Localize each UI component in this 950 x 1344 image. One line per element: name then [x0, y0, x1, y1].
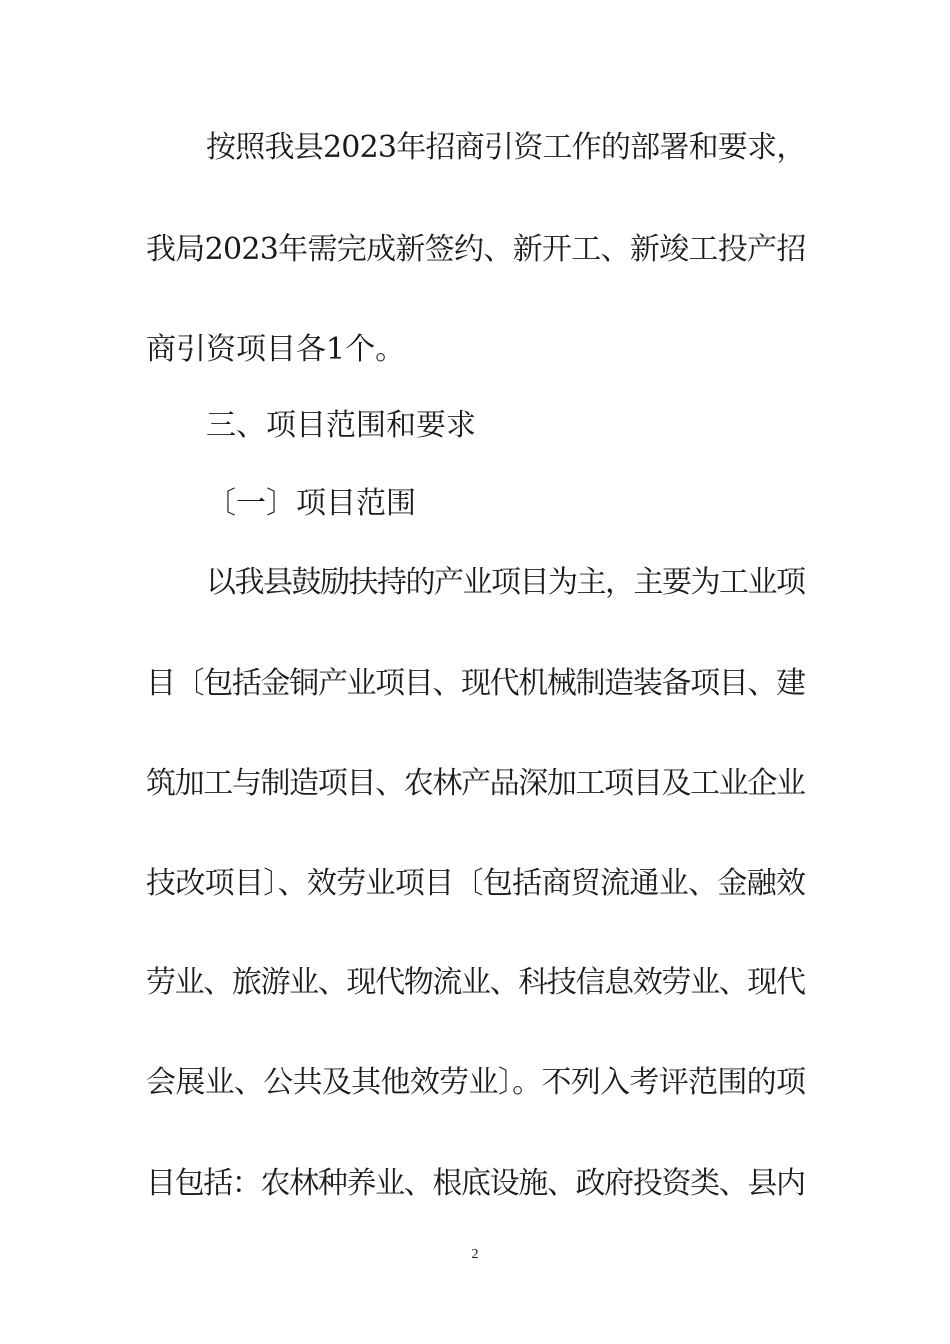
- subsection-heading: 〔一〕项目范围: [206, 486, 416, 521]
- paragraph-line-3: 商引资项目各1个。: [146, 332, 406, 367]
- section-heading: 三、项目范围和要求: [206, 408, 476, 443]
- paragraph-line-10: 劳业、旅游业、现代物流业、科技信息效劳业、现代: [146, 965, 805, 1000]
- page-number: 2: [471, 1247, 479, 1262]
- paragraph-line-12: 目包括：农林种养业、根底设施、政府投资类、县内: [146, 1166, 805, 1201]
- paragraph-line-11: 会展业、公共及其他效劳业〕。不列入考评范围的项: [146, 1065, 806, 1100]
- paragraph-line-2: 我局2023年需完成新签约、新开工、新竣工投产招: [146, 232, 806, 267]
- paragraph-line-9: 技改项目〕、效劳业项目〔包括商贸流通业、金融效: [146, 866, 806, 901]
- paragraph-line-1: 按照我县2023年招商引资工作的部署和要求，: [206, 130, 806, 165]
- paragraph-line-6: 以我县鼓励扶持的产业项目为主，主要为工业项: [206, 565, 805, 600]
- paragraph-line-7: 目〔包括金铜产业项目、现代机械制造装备项目、建: [146, 666, 805, 701]
- paragraph-line-8: 筑加工与制造项目、农林产品深加工项目及工业企业: [146, 766, 805, 801]
